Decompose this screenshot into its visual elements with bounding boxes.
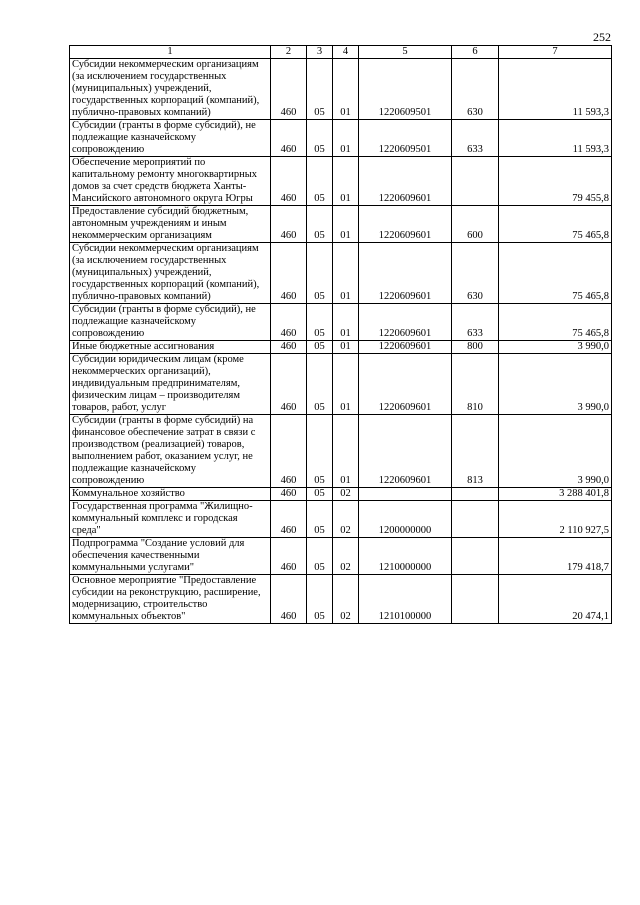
subsection-cell: 02 bbox=[333, 575, 359, 624]
subsection-cell: 01 bbox=[333, 415, 359, 488]
budget-table bbox=[69, 45, 612, 624]
table-row bbox=[70, 206, 612, 243]
page-number: 252 bbox=[593, 30, 611, 44]
table-row bbox=[70, 354, 612, 415]
header-cell: 2 bbox=[271, 46, 307, 59]
code-cell: 460 bbox=[271, 488, 307, 501]
subsection-cell: 01 bbox=[333, 120, 359, 157]
code-cell: 460 bbox=[271, 243, 307, 304]
amount-cell: 75 465,8 bbox=[499, 243, 612, 304]
section-cell: 05 bbox=[307, 575, 333, 624]
section-cell: 05 bbox=[307, 59, 333, 120]
subsection-cell: 01 bbox=[333, 59, 359, 120]
expense-type-cell bbox=[452, 488, 499, 501]
table-row bbox=[70, 415, 612, 488]
subsection-cell: 01 bbox=[333, 157, 359, 206]
subsection-cell: 02 bbox=[333, 501, 359, 538]
amount-cell: 75 465,8 bbox=[499, 206, 612, 243]
amount-cell: 3 288 401,8 bbox=[499, 488, 612, 501]
target-article-cell: 1220609601 bbox=[359, 354, 452, 415]
section-cell: 05 bbox=[307, 157, 333, 206]
section-cell: 05 bbox=[307, 354, 333, 415]
section-cell: 05 bbox=[307, 488, 333, 501]
target-article-cell bbox=[359, 488, 452, 501]
subsection-cell: 01 bbox=[333, 341, 359, 354]
item-name-cell: Коммунальное хозяйство bbox=[70, 488, 271, 501]
code-cell: 460 bbox=[271, 415, 307, 488]
amount-cell: 3 990,0 bbox=[499, 354, 612, 415]
item-name-cell: Подпрограмма "Создание условий для обеспечения качественными коммунальными услугами" bbox=[70, 538, 271, 575]
item-name-cell: Государственная программа "Жилищно-коммунальный комплекс и городская среда" bbox=[70, 501, 271, 538]
item-name-cell: Субсидии (гранты в форме субсидий), не подлежащие казначейскому сопровождению bbox=[70, 304, 271, 341]
header-cell: 3 bbox=[307, 46, 333, 59]
code-cell: 460 bbox=[271, 354, 307, 415]
item-name-cell: Иные бюджетные ассигнования bbox=[70, 341, 271, 354]
header-cell: 6 bbox=[452, 46, 499, 59]
target-article-cell: 1220609601 bbox=[359, 243, 452, 304]
section-cell: 05 bbox=[307, 415, 333, 488]
section-cell: 05 bbox=[307, 120, 333, 157]
expense-type-cell bbox=[452, 501, 499, 538]
subsection-cell: 02 bbox=[333, 488, 359, 501]
target-article-cell: 1220609601 bbox=[359, 341, 452, 354]
subsection-cell: 02 bbox=[333, 538, 359, 575]
code-cell: 460 bbox=[271, 157, 307, 206]
target-article-cell: 1220609601 bbox=[359, 206, 452, 243]
code-cell: 460 bbox=[271, 206, 307, 243]
expense-type-cell bbox=[452, 157, 499, 206]
table-row bbox=[70, 243, 612, 304]
subsection-cell: 01 bbox=[333, 243, 359, 304]
item-name-cell: Обеспечение мероприятий по капитальному ремонту многоквартирных домов за счет средств бюджета Ханты-Мансийского автономного округа Югры bbox=[70, 157, 271, 206]
expense-type-cell: 800 bbox=[452, 341, 499, 354]
expense-type-cell: 813 bbox=[452, 415, 499, 488]
expense-type-cell: 630 bbox=[452, 59, 499, 120]
item-name-cell: Субсидии (гранты в форме субсидий) на финансовое обеспечение затрат в связи с производством (реализацией) товаров, выполнением работ, оказанием услуг, не подлежащие казначейскому сопровождению bbox=[70, 415, 271, 488]
expense-type-cell: 630 bbox=[452, 243, 499, 304]
section-cell: 05 bbox=[307, 501, 333, 538]
target-article-cell: 1200000000 bbox=[359, 501, 452, 538]
amount-cell: 11 593,3 bbox=[499, 59, 612, 120]
item-name-cell: Субсидии некоммерческим организациям (за исключением государственных (муниципальных) учреждений, государственных корпораций (компаний), публично-правовых компаний) bbox=[70, 59, 271, 120]
target-article-cell: 1220609601 bbox=[359, 415, 452, 488]
expense-type-cell: 633 bbox=[452, 120, 499, 157]
table-header-row bbox=[70, 46, 612, 59]
subsection-cell: 01 bbox=[333, 206, 359, 243]
code-cell: 460 bbox=[271, 341, 307, 354]
item-name-cell: Предоставление субсидий бюджетным, автономным учреждениям и иным некоммерческим организациям bbox=[70, 206, 271, 243]
table-row bbox=[70, 501, 612, 538]
item-name-cell: Основное мероприятие "Предоставление субсидии на реконструкцию, расширение, модернизацию, строительство коммунальных объектов" bbox=[70, 575, 271, 624]
amount-cell: 2 110 927,5 bbox=[499, 501, 612, 538]
section-cell: 05 bbox=[307, 538, 333, 575]
table-row bbox=[70, 538, 612, 575]
table-row bbox=[70, 157, 612, 206]
amount-cell: 3 990,0 bbox=[499, 341, 612, 354]
target-article-cell: 1210100000 bbox=[359, 575, 452, 624]
item-name-cell: Субсидии юридическим лицам (кроме некоммерческих организаций), индивидуальным предпринимателям, физическим лицам – производителям товаров, работ, услуг bbox=[70, 354, 271, 415]
item-name-cell: Субсидии некоммерческим организациям (за исключением государственных (муниципальных) учреждений, государственных корпораций (компаний), публично-правовых компаний) bbox=[70, 243, 271, 304]
table-row bbox=[70, 341, 612, 354]
table-row bbox=[70, 120, 612, 157]
section-cell: 05 bbox=[307, 304, 333, 341]
code-cell: 460 bbox=[271, 59, 307, 120]
section-cell: 05 bbox=[307, 341, 333, 354]
code-cell: 460 bbox=[271, 575, 307, 624]
item-name-cell: Субсидии (гранты в форме субсидий), не подлежащие казначейскому сопровождению bbox=[70, 120, 271, 157]
code-cell: 460 bbox=[271, 538, 307, 575]
expense-type-cell: 600 bbox=[452, 206, 499, 243]
header-cell: 5 bbox=[359, 46, 452, 59]
expense-type-cell: 633 bbox=[452, 304, 499, 341]
target-article-cell: 1210000000 bbox=[359, 538, 452, 575]
amount-cell: 11 593,3 bbox=[499, 120, 612, 157]
amount-cell: 75 465,8 bbox=[499, 304, 612, 341]
expense-type-cell bbox=[452, 538, 499, 575]
header-cell: 7 bbox=[499, 46, 612, 59]
target-article-cell: 1220609501 bbox=[359, 59, 452, 120]
header-cell: 4 bbox=[333, 46, 359, 59]
subsection-cell: 01 bbox=[333, 304, 359, 341]
section-cell: 05 bbox=[307, 206, 333, 243]
section-cell: 05 bbox=[307, 243, 333, 304]
target-article-cell: 1220609601 bbox=[359, 304, 452, 341]
table-row bbox=[70, 488, 612, 501]
table-row bbox=[70, 304, 612, 341]
header-cell: 1 bbox=[70, 46, 271, 59]
expense-type-cell bbox=[452, 575, 499, 624]
code-cell: 460 bbox=[271, 120, 307, 157]
table-row bbox=[70, 575, 612, 624]
amount-cell: 20 474,1 bbox=[499, 575, 612, 624]
subsection-cell: 01 bbox=[333, 354, 359, 415]
amount-cell: 79 455,8 bbox=[499, 157, 612, 206]
expense-type-cell: 810 bbox=[452, 354, 499, 415]
target-article-cell: 1220609501 bbox=[359, 120, 452, 157]
code-cell: 460 bbox=[271, 501, 307, 538]
table-row bbox=[70, 59, 612, 120]
target-article-cell: 1220609601 bbox=[359, 157, 452, 206]
amount-cell: 3 990,0 bbox=[499, 415, 612, 488]
amount-cell: 179 418,7 bbox=[499, 538, 612, 575]
code-cell: 460 bbox=[271, 304, 307, 341]
